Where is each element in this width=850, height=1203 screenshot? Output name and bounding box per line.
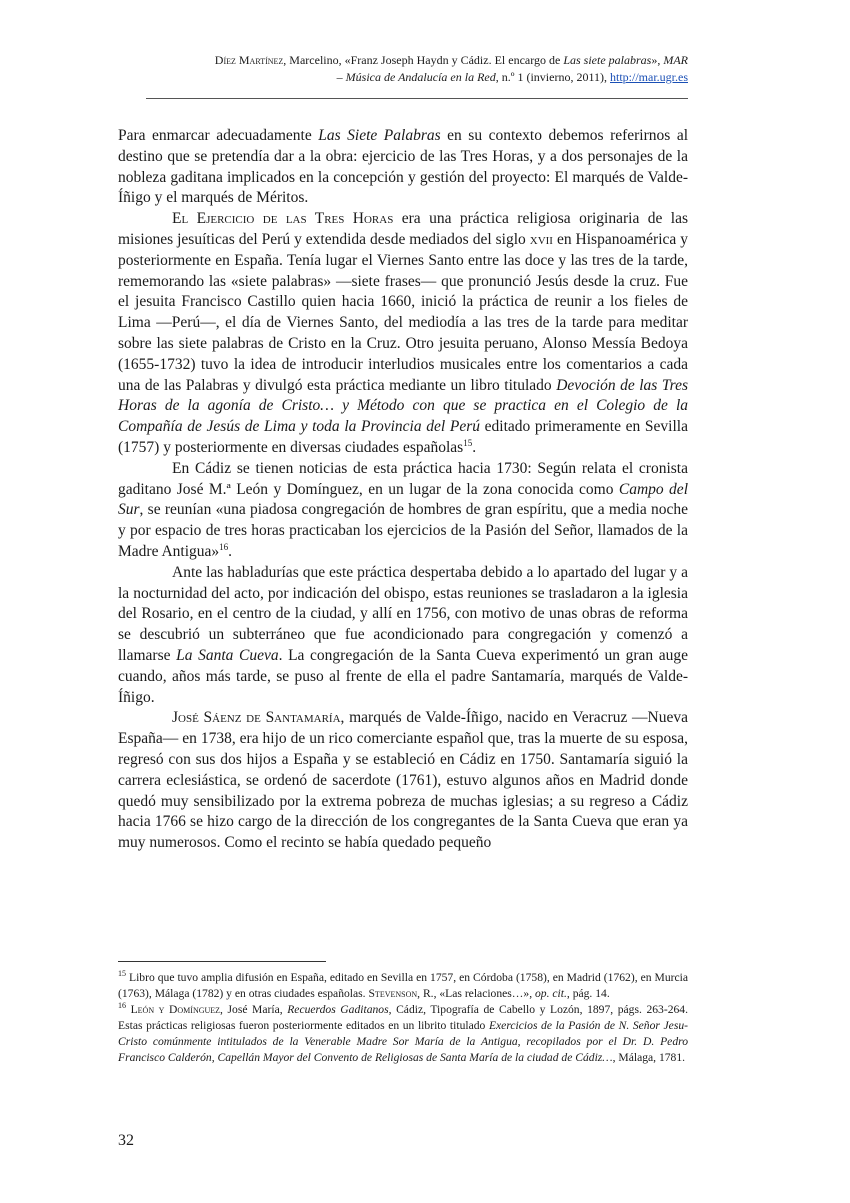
header-text: , Marcelino, «Franz Joseph Haydn y Cádiz. El encargo de [283, 53, 564, 67]
text-run: , José María, [220, 1003, 288, 1016]
header-text: , n.º 1 (invierno, 2011), [495, 70, 610, 84]
footnote-ref-15[interactable]: 15 [463, 437, 473, 448]
footnote-number: 16 [118, 1001, 126, 1011]
text-run: era una práctica religiosa originaria de las misiones jesuíticas del Perú y extendida desde mediados del siglo [118, 210, 688, 248]
paragraph-1 [118, 126, 688, 209]
text-run: , Cádiz, Tipografía de Cabello y Lozón, 1897, págs. 263-264. Estas prácticas religiosas fueron posteriormente editados en un librito titulado [118, 1003, 688, 1032]
place-name: Campo del Sur [118, 480, 688, 519]
text-run: En Cádiz se tienen noticias de esta práctica hacia 1730: Según relata el cronista gaditano José M.ª León y Domínguez, en un lugar de la zona conocida como [118, 459, 688, 498]
main-text [118, 126, 688, 854]
text-run: en Hispanoamérica y posteriormente en España. Tenía lugar el Viernes Santo entre las doce y las tres de la tarde, rememorando las «siete palabras» —siete frases— que pronunció Jesús desde la cruz. Fue el jesuita Francisco Castillo quien hacia 1660, inició la práctica de reunir a los fieles de Lima —Perú—, el día de Viernes Santo, del mediodía a las tres de la tarde para meditar sobre las siete palabras de Cristo en la Cruz. Otro jesuita peruano, Alonso Messía Bedoya (1655-1732) tuvo la idea de introducir interludios musicales entre los comentarios a cada una de las Palabras y divulgó esta práctica mediante un libro titulado [118, 230, 688, 394]
text-run: , marqués de Valde-Íñigo, nacido en Veracruz —Nueva España— en 1738, era hijo de un rico comerciante español que, tras la muerte de su esposa, regresó con sus dos hijos a España y se estableció en Cádiz en 1750. Santamaría siguió la carrera eclesiástica, se ordenó de sacerdote (1761), estuvo algunos años en Madrid donde quedó muy sensibilizado por la extrema pobreza de muchas iglesias; a su regreso a Cádiz hacia 1766 se hizo cargo de la dirección de los congregantes de la Santa Cueva que eran ya muy numerosos. Como el recinto se había quedado pequeño [118, 709, 688, 852]
paragraph-5 [118, 708, 688, 854]
text-run: , pág. 14. [566, 987, 610, 1000]
book-title: Exercicios de la Pasión de N. Señor Jesu-Cristo comúnmente intitulados de la Venerable Madre Sor María de la Antigua, recopilados por el Dr. D. Pedro Francisco Calderón, Capellán Mayor del Convento de Religiosas de Santa María de la ciudad de Cádiz… [118, 1019, 688, 1064]
header-work-title: Las siete palabras [563, 53, 652, 67]
text-run: en su contexto debemos referirnos al destino que se pretendía dar a la obra: ejercicio de las Tres Horas, y a dos personajes de la nobleza gaditana implicados en la concepción y gestión del proyecto: El marqués de Valde-Íñigo y el marqués de Méritos. [118, 127, 689, 207]
text-run: , se reunían «una piadosa congregación de hombres de gran espíritu, que a media noche y por espacio de tres horas practicaban los ejercicios de la Pasión del Señor, llamados de la Madre Antigua» [118, 501, 688, 560]
text-run: . La congregación de la Santa Cueva experimentó un gran auge cuando, años más tarde, se puso al frente de ella el padre Santamaría, marqués de Valde-Íñigo. [118, 646, 688, 706]
footnotes [118, 970, 688, 1066]
book-title: Devoción de las Tres Horas de la agonía de Cristo… y Método con que se practica en el Colegio de la Compañía de Jesús de Lima y toda la Provincia del Perú [118, 376, 688, 436]
paragraph-2 [118, 209, 688, 459]
header-line-2 [118, 69, 688, 86]
paragraph-4 [118, 563, 688, 709]
header-journal: MAR [663, 53, 688, 67]
running-header [118, 52, 688, 86]
footnote-15 [118, 970, 688, 1002]
work-title: Las Siete Palabras [318, 127, 441, 144]
header-author: Díez Martínez [214, 53, 284, 67]
journal-url-link[interactable]: http://mar.ugr.es [610, 70, 688, 84]
term-smallcaps: El Ejercicio de las Tres Horas [172, 210, 394, 228]
place-name: La Santa Cueva [176, 646, 279, 664]
author-smallcaps: Stevenson [368, 987, 418, 1000]
citation-italic: op. cit. [535, 987, 567, 1000]
text-run: Para enmarcar adecuadamente [118, 127, 319, 144]
text-run: . [472, 438, 477, 456]
text-run: . [228, 542, 233, 560]
text-run: Libro que tuvo amplia difusión en España, editado en Sevilla en 1757, en Córdoba (1758), en Madrid (1762), en Murcia (1763), Málaga (1782) y en otras ciudades españolas. [118, 971, 688, 1000]
footnote-rule [118, 961, 326, 962]
century-numeral: xvii [529, 230, 553, 248]
header-line-1 [118, 52, 688, 69]
person-name-smallcaps: José Sáenz de Santamaría [172, 709, 341, 727]
text-run: editado primeramente en Sevilla (1757) y posteriormente en diversas ciudades españolas [118, 418, 688, 456]
page-number: 32 [118, 1132, 134, 1149]
author-smallcaps: León y Domínguez [126, 1003, 221, 1016]
paragraph-3 [118, 459, 688, 563]
text-run: , Málaga, 1781. [612, 1051, 686, 1064]
header-journal-subtitle: – Música de Andalucía en la Red [336, 70, 496, 84]
book-title: Recuerdos Gaditanos [287, 1003, 389, 1016]
header-rule [146, 98, 688, 99]
footnote-number: 15 [118, 969, 126, 979]
text-run: Ante las habladurías que este práctica despertaba debido a lo apartado del lugar y a la nocturnidad del acto, por indicación del obispo, estas reuniones se trasladaron a la iglesia del Rosario, en el centro de la ciudad, y allí en 1756, con motivo de unas obras de reforma se descubrió un subterráneo que fue acondicionado para congregación y comenzó a llamarse [118, 563, 688, 664]
footnote-16 [118, 1002, 688, 1066]
header-text: », [651, 53, 664, 67]
footnote-ref-16[interactable]: 16 [219, 541, 229, 552]
text-run: , R., «Las relaciones…», [417, 987, 535, 1000]
